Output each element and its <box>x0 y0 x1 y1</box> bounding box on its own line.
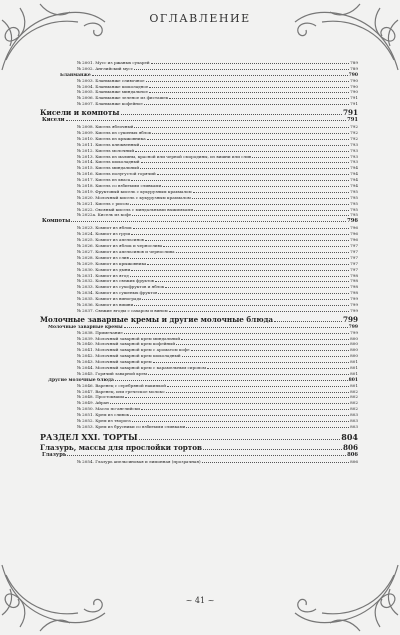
dot-leader <box>153 359 349 363</box>
dot-leader <box>191 347 350 351</box>
toc-entry-title: Молочные заварные кремы <box>48 324 123 330</box>
dot-leader <box>115 377 348 381</box>
dot-leader <box>134 124 349 128</box>
toc-entry-page: 790 <box>348 72 358 78</box>
toc-entry-title: № 2049. Айран <box>77 400 109 406</box>
toc-entry-page: 797 <box>350 254 358 260</box>
toc-entry-page: 801 <box>350 359 358 365</box>
toc-entry <box>40 117 358 124</box>
dot-leader <box>130 201 349 205</box>
toc-entry-page: 795 <box>350 194 358 200</box>
toc-entry-page: 800 <box>350 335 358 341</box>
dot-leader <box>131 177 349 181</box>
toc-entry-page: 799 <box>342 315 358 324</box>
toc-entry-title: Глазурь, массы для прослойки тортов <box>40 443 203 452</box>
toc-entry <box>40 109 358 117</box>
toc-entry-page: 799 <box>350 329 358 335</box>
toc-entry-page: 796 <box>347 218 358 225</box>
dot-leader <box>141 159 350 163</box>
dot-leader <box>147 261 349 265</box>
toc-entry-title: № 2009. Кисель из сушеных яблок <box>77 130 152 136</box>
dot-leader <box>203 446 342 450</box>
toc-entry-page: 800 <box>350 353 358 359</box>
toc-entry-page: 801 <box>350 364 358 370</box>
toc-entry-title: № 2039. Молочный заварной крем миндальный <box>77 335 181 341</box>
toc-entry-title: № 2031. Компот из ягод <box>77 272 129 278</box>
dot-leader <box>130 255 349 259</box>
dot-leader <box>140 142 349 146</box>
dot-leader <box>110 400 349 404</box>
toc-entry-page: 791 <box>350 95 358 101</box>
dot-leader <box>144 101 349 105</box>
toc-entry-title: № 2054. Глазурь апельсиновая и лимонная (прозрачная) <box>77 458 201 464</box>
toc-entry-page: 798 <box>350 290 358 296</box>
toc-entry <box>40 424 358 430</box>
dot-leader <box>165 284 349 288</box>
toc-entry <box>40 101 358 107</box>
toc-entry-title: № 2011. Кисель клюквенный <box>77 141 140 147</box>
toc-entry-title: № 2014. Кисель шоколадный <box>77 159 140 165</box>
toc-entry-title: № 2019. Фруктовый кисель с кукурузным крахмалом <box>77 188 192 194</box>
dot-leader <box>132 212 349 216</box>
toc-entry-title: № 2025. Компот из апельсинов <box>77 237 144 243</box>
toc-entry-title: № 2040. Молочный заварной крем кофейный <box>77 341 176 347</box>
dot-leader <box>121 111 342 115</box>
toc-entry-page: 799 <box>350 296 358 302</box>
dot-leader <box>92 72 348 76</box>
toc-entry <box>40 433 358 442</box>
toc-entry-title: № 2013. Кисель из малины, красной или черной смородины, из вишни или слив <box>77 153 252 159</box>
dot-leader <box>181 336 349 340</box>
dot-leader <box>124 330 349 334</box>
dot-leader <box>131 231 349 235</box>
toc-entry-page: 793 <box>350 147 358 153</box>
toc-entry-title: № 2042. Молочный заварной крем шоколадный <box>77 353 181 359</box>
dot-leader <box>202 459 350 463</box>
toc-entry-page: 798 <box>350 278 358 284</box>
toc-entry-title: № 2052. Крем из творога <box>77 417 131 423</box>
toc-entry-title: № 2047. Варенец, или греческое молоко <box>77 388 165 394</box>
toc-entry-page: 797 <box>350 266 358 272</box>
toc-entry <box>40 308 358 314</box>
toc-entry-page: 791 <box>342 109 358 118</box>
toc-entry-title: Кисели и компоты <box>40 109 120 118</box>
toc-entry-title: № 2038. Примечание <box>77 329 123 335</box>
dot-leader <box>124 324 348 328</box>
toc-entry-page: 795 <box>350 200 358 206</box>
dot-leader <box>158 290 349 294</box>
toc-entry-page: 802 <box>350 406 358 412</box>
toc-entry-page: 795 <box>350 212 358 218</box>
dot-leader <box>149 89 349 93</box>
toc-entry-title: № 2005. Бланманже миндальное <box>77 89 148 95</box>
toc-entry-title: № 2021. Кисель с рисом <box>77 200 129 206</box>
toc-entry-page: 789 <box>350 60 358 65</box>
toc-entry <box>40 316 358 324</box>
dot-leader <box>146 78 350 82</box>
toc-entry-page: 799 <box>350 301 358 307</box>
dot-leader <box>130 412 349 416</box>
toc-entry-page: 799 <box>350 307 358 313</box>
toc-entry-page: 792 <box>350 130 358 136</box>
toc-entry-page: 793 <box>350 153 358 159</box>
dot-leader <box>134 302 349 306</box>
toc-entry-title: Кисели <box>42 117 65 124</box>
toc-entry-page: 791 <box>347 117 358 124</box>
toc-entry-title: № 2001. Мусс из ржаных сухарей <box>77 60 150 65</box>
toc-entry-title: № 2037. Свежие ягоды с сахаром и вином <box>77 307 168 313</box>
toc-entry-page: 799 <box>348 324 358 330</box>
toc-entry-title: № 2048. Простокваша <box>77 394 125 400</box>
toc-entry-title: № 2036. Компот из вишни <box>77 301 134 307</box>
toc-entry-page: 798 <box>350 284 358 290</box>
toc-entry-page: 793 <box>350 141 358 147</box>
dot-leader <box>140 165 349 169</box>
toc-entry-title: Молочные заварные кремы и другие молочные блюда <box>40 315 274 324</box>
dot-leader <box>157 171 349 175</box>
dot-leader <box>134 66 349 70</box>
toc-entry-page: 801 <box>350 370 358 376</box>
toc-entry-title: № 2008. Кисель яблочный <box>77 124 134 130</box>
toc-entry-title: № 2053. Крем из брусники со взбитыми сливками <box>77 423 186 429</box>
toc-entry-title: № 2041. Молочный заварной крем с ароматом кофе <box>77 347 190 353</box>
bottom-right-ornament <box>270 555 400 635</box>
dot-leader <box>176 341 349 345</box>
dot-leader <box>252 154 349 158</box>
toc-entry-page: 797 <box>350 260 358 266</box>
dot-leader <box>147 136 350 140</box>
toc-entry-page: 795 <box>350 188 358 194</box>
toc-entry-page: 803 <box>350 417 358 423</box>
toc-entry-title: № 2034. Компот из сушеных фруктов <box>77 290 158 296</box>
dot-leader <box>155 278 349 282</box>
dot-leader <box>141 406 349 410</box>
dot-leader <box>274 318 342 322</box>
toc-entry-page: 792 <box>350 135 358 141</box>
dot-leader <box>151 60 350 64</box>
toc-entry-page: 790 <box>350 89 358 95</box>
dot-leader <box>169 308 350 312</box>
dot-leader <box>132 418 349 422</box>
toc-entry-title: № 2051. Крем из сливок <box>77 412 130 418</box>
bottom-left-ornament <box>0 555 130 635</box>
toc-entry-title: № 2016. Кисель полугустой горячий <box>77 171 156 177</box>
toc-entry-title: № 2050. Масло по-английски <box>77 406 141 412</box>
toc-entry-page: 806 <box>342 443 358 452</box>
toc-entry-title: № 2024. Компот из груш <box>77 231 131 237</box>
dot-leader <box>166 389 350 393</box>
dot-leader <box>194 207 349 211</box>
toc-entry-page: 803 <box>350 423 358 429</box>
dot-leader <box>169 95 349 99</box>
toc-entry-title: Глазурь <box>42 451 67 458</box>
dot-leader <box>167 383 349 387</box>
toc-entry-page: 791 <box>350 101 358 107</box>
dot-leader <box>145 237 349 241</box>
dot-leader <box>148 371 349 375</box>
toc-entry-page: 797 <box>350 243 358 249</box>
toc-entry-title: № 2003. Бланманже сливочное <box>77 77 145 83</box>
page-number: ~ 41 ~ <box>185 596 215 605</box>
dot-leader <box>135 148 349 152</box>
toc-entry-page: 802 <box>350 388 358 394</box>
toc-entry-page: 806 <box>350 458 358 464</box>
toc-entry-page: 794 <box>350 177 358 183</box>
toc-entry-title: № 2043. Молочный заварной крем <box>77 359 152 365</box>
toc-entry-page: 792 <box>350 124 358 130</box>
toc-entry-page: 800 <box>350 347 358 353</box>
toc-entry <box>40 459 358 465</box>
toc-entry-title: № 2004. Бланманже шоколадное <box>77 83 149 89</box>
toc-entry-title: Бланманже <box>60 72 91 78</box>
toc-entry-title: № 2030. Компот из дыни <box>77 266 131 272</box>
dot-leader <box>131 267 349 271</box>
toc-entry-title: № 2010. Кисель из крыжовника <box>77 135 146 141</box>
dot-leader <box>186 424 349 428</box>
toc-entry-page: 806 <box>347 451 358 458</box>
toc-entry-page: 795 <box>350 206 358 212</box>
toc-entry-title: № 2022. Овсяный кисель с миндальными выжимками <box>77 206 194 212</box>
toc-entry-page: 794 <box>350 171 358 177</box>
dot-leader <box>207 365 349 369</box>
page-header: ОГЛАВЛЕНИЕ <box>149 12 251 25</box>
dot-leader <box>149 84 349 88</box>
toc-entry <box>40 444 358 452</box>
toc-entry-title: № 2012. Кисель молочный <box>77 147 135 153</box>
dot-leader <box>152 130 349 134</box>
toc-entry-page: 790 <box>350 83 358 89</box>
toc-entry-title: № 2017. Кисель из кваса <box>77 177 131 183</box>
toc-entry-page: 794 <box>350 183 358 189</box>
toc-entry-page: 803 <box>350 412 358 418</box>
dot-leader <box>133 225 349 229</box>
toc-entry-title: № 2023. Компот из яблок <box>77 225 132 231</box>
toc-entry-page: 801 <box>348 377 358 383</box>
dot-leader <box>192 195 349 199</box>
toc-entry-page: 798 <box>350 272 358 278</box>
toc-entry-title: РАЗДЕЛ XXI. ТОРТЫ <box>40 432 138 442</box>
toc-entry-title: Компоты <box>42 218 71 225</box>
dot-leader <box>125 394 349 398</box>
dot-leader <box>130 273 349 277</box>
toc-entry-page: 797 <box>350 248 358 254</box>
toc-entry-page: 802 <box>350 400 358 406</box>
toc-entry-page: 789 <box>350 65 358 71</box>
toc-entry-title: № 2032. Компот из свежих фруктов <box>77 278 154 284</box>
toc-entry-title: № 2020. Молочный кисель с кукурузным крахмалом <box>77 194 191 200</box>
toc-entry-page: 802 <box>350 394 358 400</box>
toc-entry-title: № 2028. Компот из слив <box>77 254 129 260</box>
toc-entry-page: 793 <box>350 159 358 165</box>
dot-leader <box>163 243 349 247</box>
dot-leader <box>176 249 350 253</box>
toc-entry-title: № 2045. Горячий заварной крем <box>77 370 148 376</box>
toc-entry-title: № 2027. Компот из апельсинов и чернослива <box>77 248 175 254</box>
toc-entry-title: № 2002. Английский мусс <box>77 65 134 71</box>
toc-entry-page: 796 <box>350 231 358 237</box>
toc-entry-page: 794 <box>350 165 358 171</box>
dot-leader <box>139 436 341 440</box>
toc-entry-title: № 2022а. Кисель из кофе <box>77 212 132 218</box>
toc-entry-title: Другие молочные блюда <box>48 377 114 383</box>
toc-entry-page: 796 <box>350 225 358 231</box>
dot-leader <box>162 183 349 187</box>
toc-entry-title: № 2033. Компот из сухофруктов и яблок <box>77 284 165 290</box>
dot-leader <box>182 353 350 357</box>
toc-entry-page: 796 <box>350 237 358 243</box>
toc-entry <box>40 452 358 459</box>
toc-entry-title: № 2018. Кисель со взбитыми сливками <box>77 183 162 189</box>
toc-entry-title: № 2029. Компот из крыжовника <box>77 260 147 266</box>
toc-entry-page: 800 <box>350 341 358 347</box>
toc-entry-title: № 2015. Кисель миндальный <box>77 165 140 171</box>
toc-entry-title: № 2006. Бланманже зеленое из фисташек <box>77 95 169 101</box>
table-of-contents <box>40 60 358 465</box>
toc-entry-page: 790 <box>350 77 358 83</box>
dot-leader <box>66 117 347 121</box>
toc-entry-title: № 2035. Компот из винограда <box>77 296 142 302</box>
toc-entry-title: № 2007. Бланманже кофейное <box>77 101 143 107</box>
dot-leader <box>193 189 349 193</box>
toc-entry-page: 801 <box>350 382 358 388</box>
dot-leader <box>67 452 346 456</box>
dot-leader <box>142 296 349 300</box>
toc-entry-title: № 2046. Варенец с серебряной накипкой <box>77 382 166 388</box>
dot-leader <box>71 218 346 222</box>
toc-entry-title: № 2026. Компот из яблок и чернослива <box>77 243 163 249</box>
toc-entry-title: № 2044. Молочный заварной крем с карамельным сиропом <box>77 364 207 370</box>
toc-entry-page: 804 <box>341 432 358 442</box>
toc-entry <box>40 218 358 225</box>
